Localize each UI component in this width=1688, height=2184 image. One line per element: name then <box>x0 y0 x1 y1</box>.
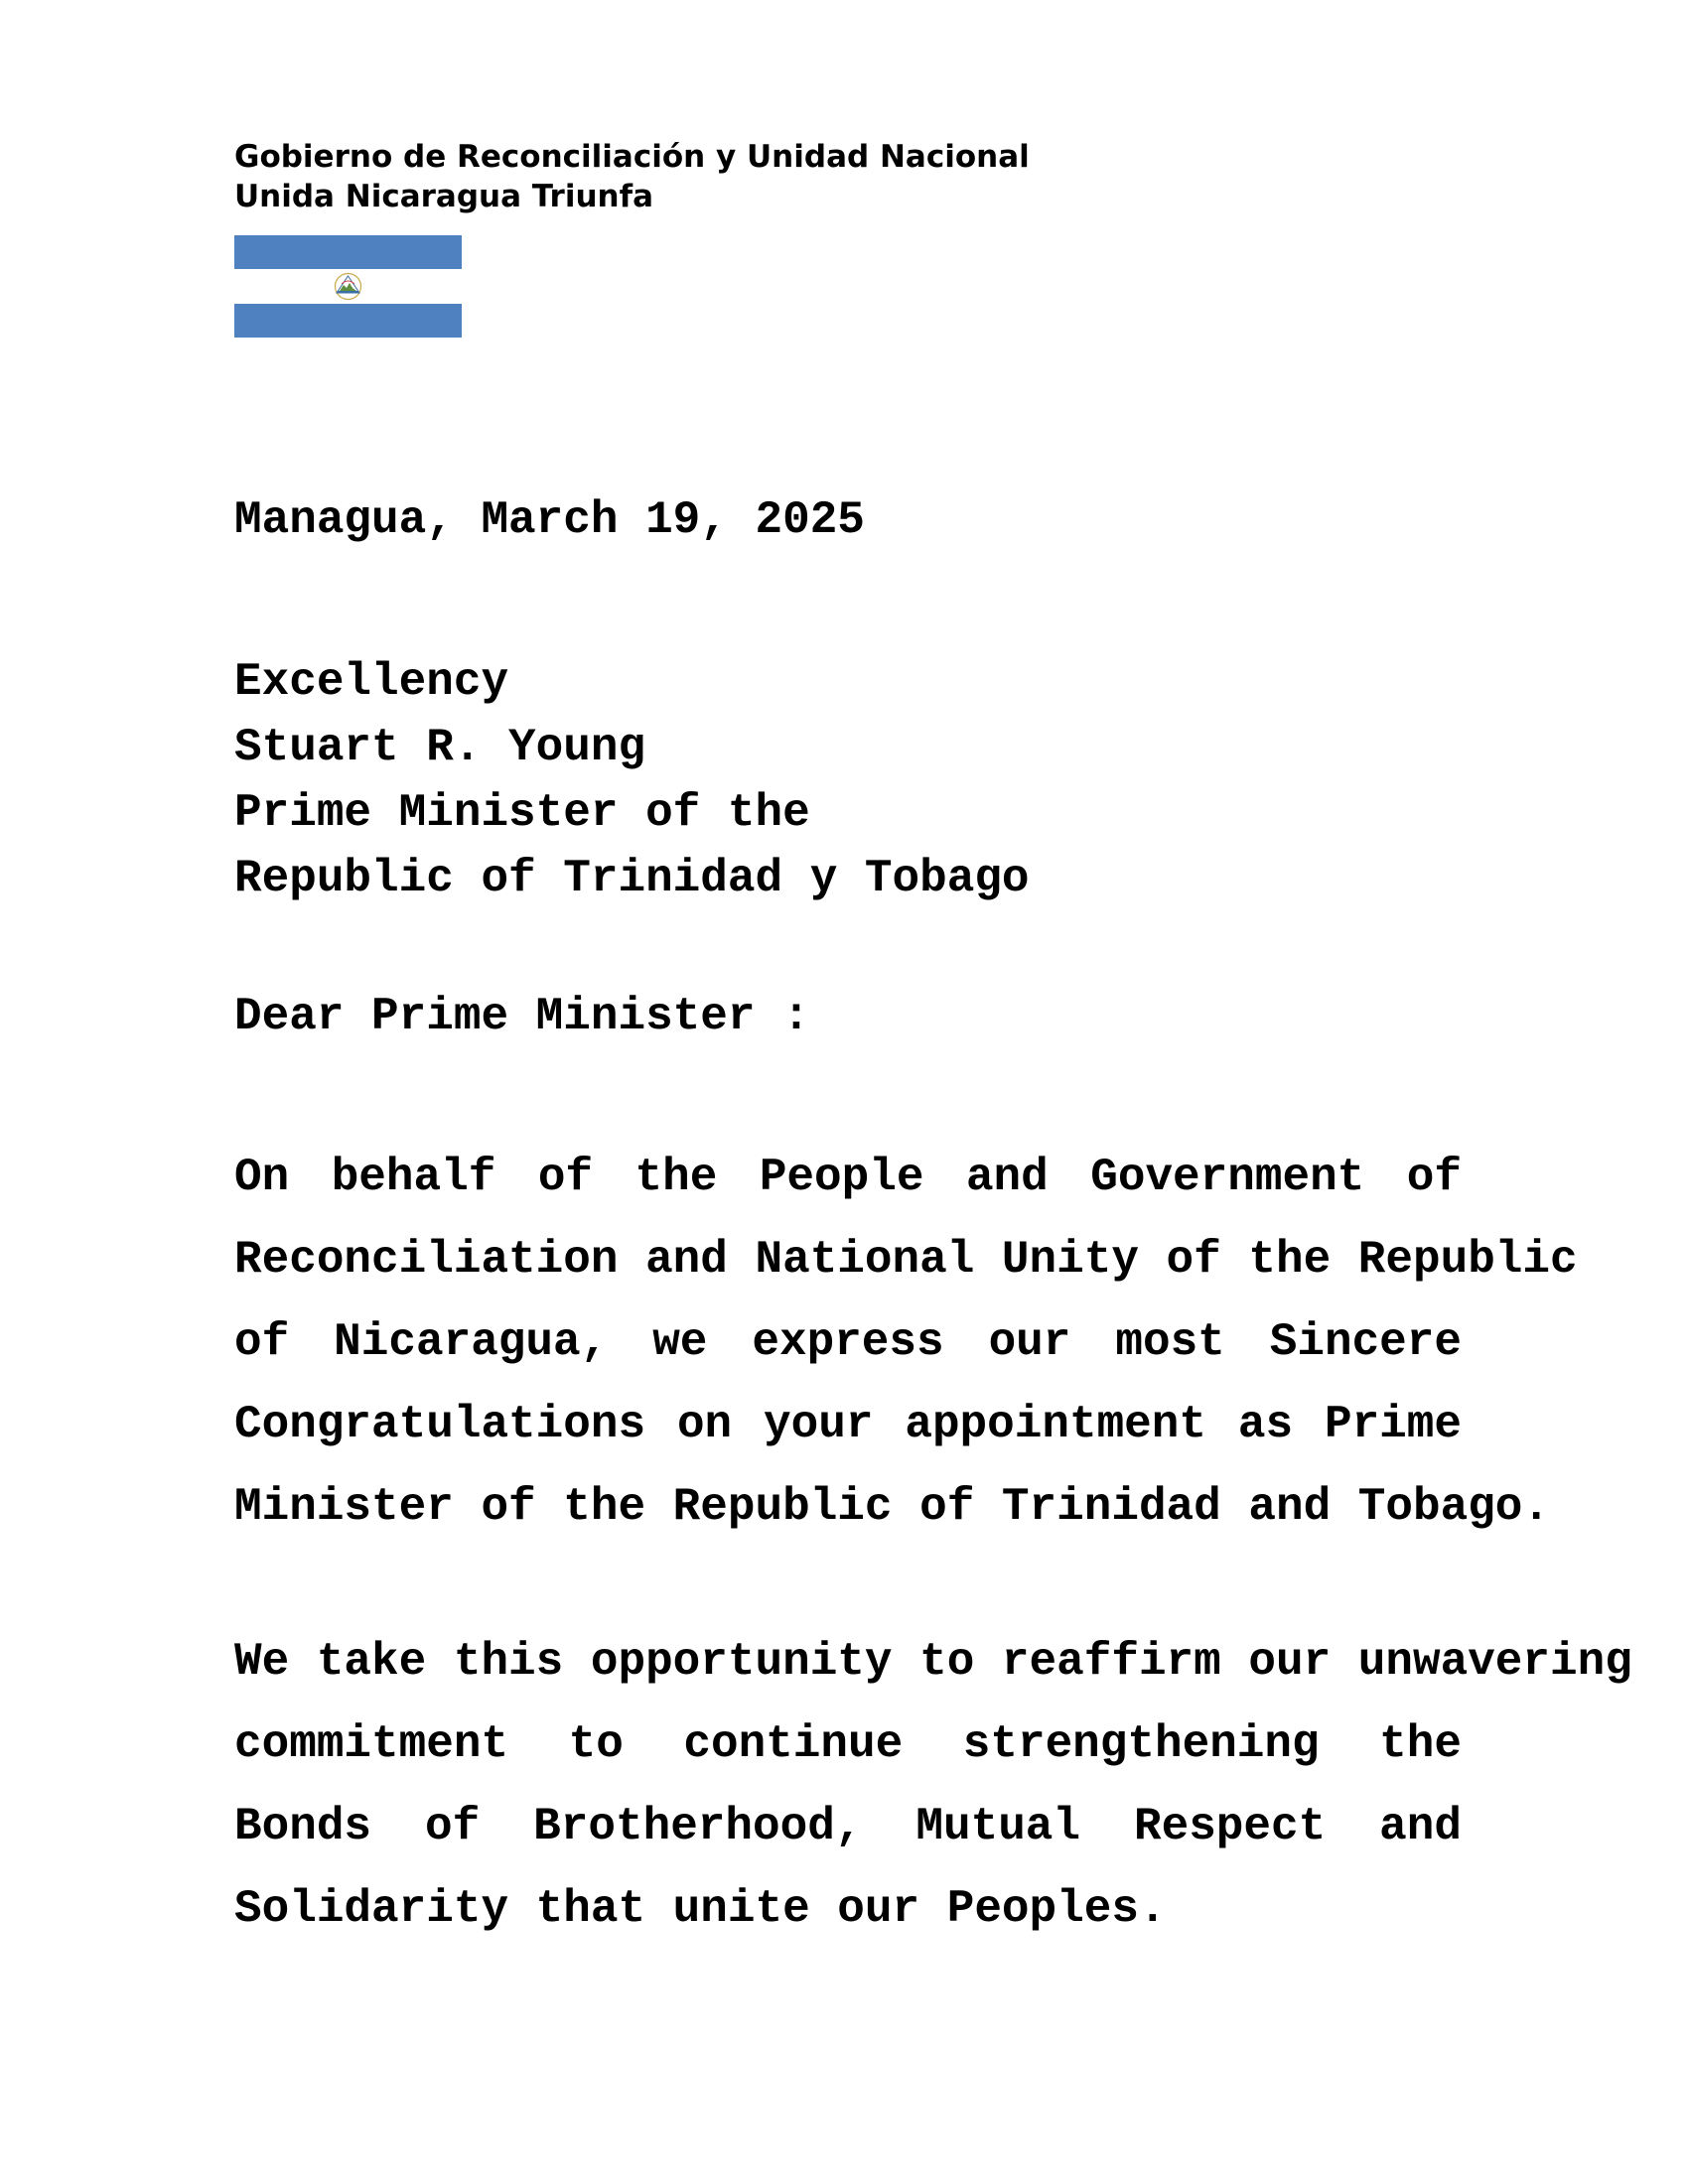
letter-date: Managua, March 19, 2025 <box>234 494 865 546</box>
paragraph-line: Congratulations on your appointment as Prime <box>234 1399 1462 1450</box>
body-paragraph-commitment <box>234 1621 1632 1951</box>
salutation: Dear Prime Minister : <box>234 991 810 1042</box>
paragraph-line: of Nicaragua, we express our most Sincere <box>234 1316 1462 1368</box>
letterhead-government-name: Gobierno de Reconciliación y Unidad Nacional <box>234 139 1030 175</box>
recipient-address <box>234 649 1030 911</box>
paragraph-line: Reconciliation and National Unity of the Republic <box>234 1234 1578 1286</box>
body-paragraph-congratulations <box>234 1137 1578 1549</box>
nicaragua-flag-icon <box>234 235 462 338</box>
paragraph-line: We take this opportunity to reaffirm our unwavering <box>234 1636 1632 1688</box>
paragraph-line: commitment to continue strengthening the <box>234 1718 1462 1770</box>
paragraph-line: On behalf of the People and Government of <box>234 1152 1462 1203</box>
paragraph-line: Solidarity that unite our Peoples. <box>234 1883 1167 1935</box>
recipient-line: Excellency <box>234 656 509 708</box>
recipient-line: Prime Minister of the <box>234 787 810 839</box>
recipient-line: Stuart R. Young <box>234 722 646 773</box>
paragraph-line: Bonds of Brotherhood, Mutual Respect and <box>234 1801 1462 1852</box>
paragraph-line: Minister of the Republic of Trinidad and Tobago. <box>234 1481 1551 1533</box>
letterhead <box>234 137 1030 216</box>
letterhead-slogan: Unida Nicaragua Triunfa <box>234 179 654 214</box>
recipient-line: Republic of Trinidad y Tobago <box>234 853 1030 904</box>
